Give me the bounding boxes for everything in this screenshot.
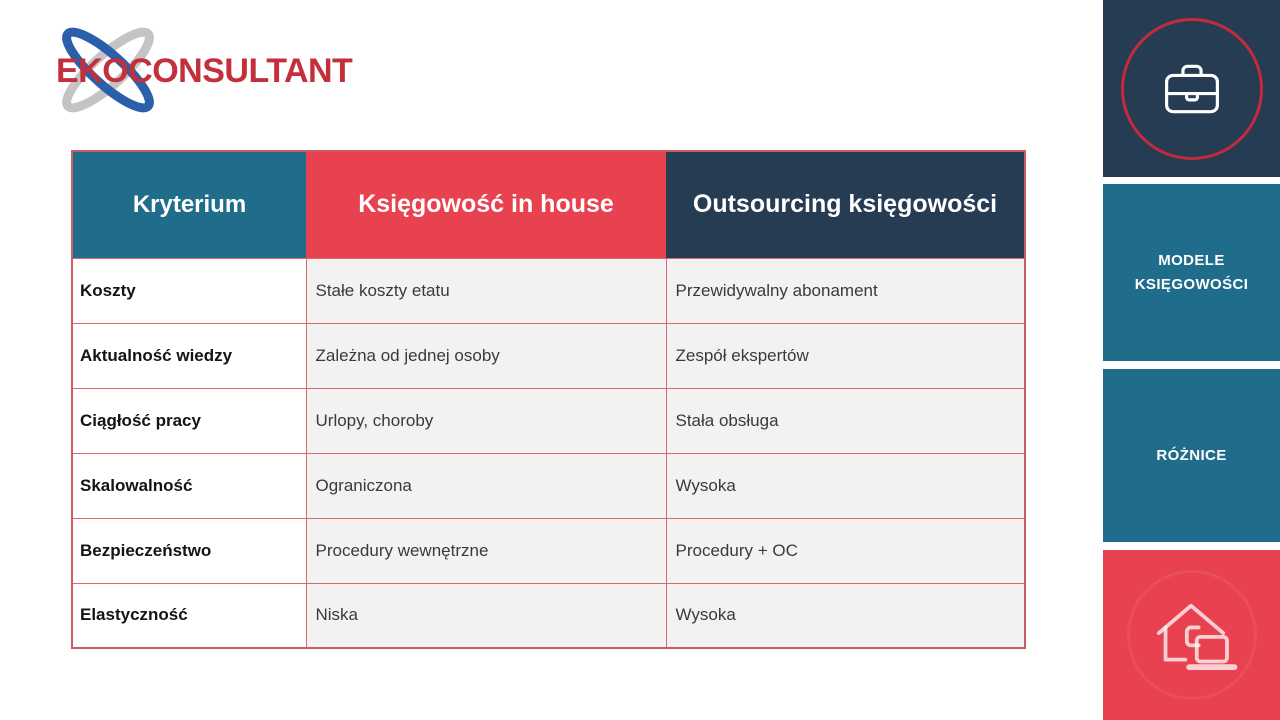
header-outsourcing: Outsourcing księgowości [666,151,1025,258]
criterion-cell: Bezpieczeństwo [72,518,306,583]
sidebar-panel-home-office[interactable] [1103,550,1280,720]
home-office-icon [1140,591,1244,679]
ekoconsultant-logo [0,0,353,130]
home-office-circle [1127,570,1257,700]
header-kryterium: Kryterium [72,151,306,258]
in-house-cell: Niska [306,583,666,648]
table-row [72,518,1025,583]
criterion-cell: Ciągłość pracy [72,388,306,453]
sidebar-panel-briefcase[interactable] [1103,0,1280,177]
logo-text: EKOCONSULTANT [56,52,353,90]
sidebar-item-label: RÓŻNICE [1156,446,1227,464]
criterion-cell: Elastyczność [72,583,306,648]
sidebar-item-modele-ksiegowosci[interactable] [1103,184,1280,361]
in-house-cell: Ograniczona [306,453,666,518]
criterion-cell: Koszty [72,258,306,323]
outsourcing-cell: Procedury + OC [666,518,1025,583]
table-row [72,258,1025,323]
briefcase-icon [1159,60,1225,118]
table-row [72,323,1025,388]
outsourcing-cell: Wysoka [666,453,1025,518]
comparison-table [71,150,1026,649]
outsourcing-cell: Zespół ekspertów [666,323,1025,388]
table-row [72,583,1025,648]
in-house-cell: Urlopy, choroby [306,388,666,453]
table-row [72,388,1025,453]
in-house-cell: Zależna od jednej osoby [306,323,666,388]
outsourcing-cell: Przewidywalny abonament [666,258,1025,323]
criterion-cell: Aktualność wiedzy [72,323,306,388]
sidebar-item-roznice[interactable] [1103,369,1280,542]
table-header-row [72,151,1025,258]
table-row [72,453,1025,518]
briefcase-circle [1121,18,1263,160]
sidebar-item-label: MODELE KSIĘGOWOŚCI [1134,252,1249,293]
in-house-cell: Procedury wewnętrzne [306,518,666,583]
outsourcing-cell: Wysoka [666,583,1025,648]
outsourcing-cell: Stała obsługa [666,388,1025,453]
criterion-cell: Skalowalność [72,453,306,518]
in-house-cell: Stałe koszty etatu [306,258,666,323]
header-in-house: Księgowość in house [306,151,666,258]
